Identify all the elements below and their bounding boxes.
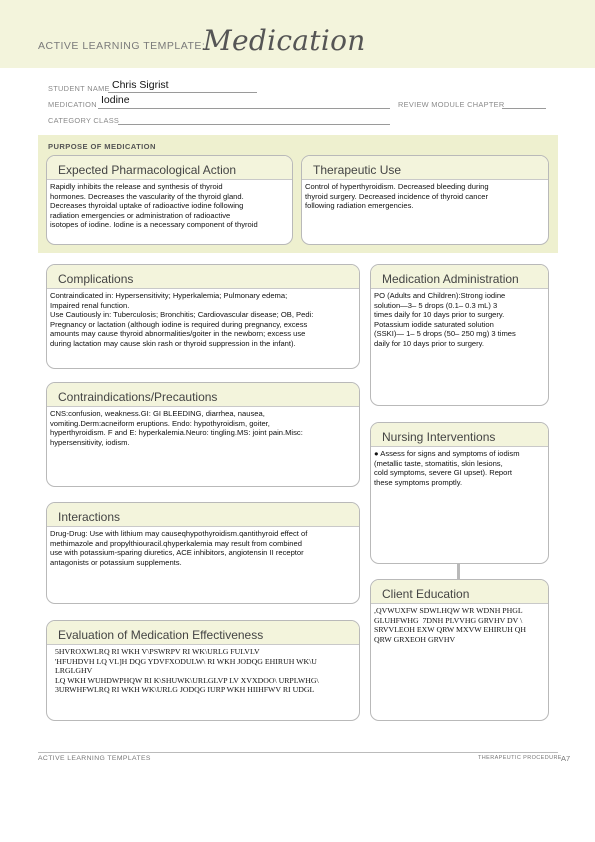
client-education-heading: Client Education — [371, 580, 548, 604]
expected-action-heading: Expected Pharmacological Action — [47, 156, 292, 180]
interactions-box[interactable] — [46, 502, 360, 604]
medication-administration-text: PO (Adults and Children):Strong iodine solution—3– 5 drops (0.1– 0.3 mL) 3 times daily for 10 days prior to surgery. Potassium iodide saturated solution (SSKI)— 1– 5 drops (50– 250 mg) 3 times daily for 10 days prior to surgery. — [374, 291, 516, 348]
medication-label: MEDICATION — [48, 100, 97, 109]
page-title: Medication — [203, 24, 366, 57]
nursing-interventions-text: ● Assess for signs and symptoms of iodism (metallic taste, stomatitis, skin lesions, cold symptoms, severe GI upset). Report these symptoms promptly. — [374, 449, 520, 487]
footer-right: THERAPEUTIC PROCEDURE — [478, 755, 562, 761]
review-module-line — [502, 108, 546, 109]
evaluation-box[interactable] — [46, 620, 360, 721]
therapeutic-use-box[interactable] — [301, 155, 549, 245]
medication-field[interactable]: Iodine — [101, 94, 130, 106]
client-education-box[interactable] — [370, 579, 549, 721]
contraindications-heading: Contraindications/Precautions — [47, 383, 359, 407]
therapeutic-use-text: Control of hyperthyroidism. Decreased bleeding during thyroid surgery. Decreased incidence of thyroid cancer following radiation emergencies. — [305, 182, 489, 210]
medication-administration-box[interactable] — [370, 264, 549, 406]
column-connector — [457, 564, 460, 579]
complications-text: Contraindicated in: Hypersensitivity; Hyperkalemia; Pulmonary edema; Impaired renal function. Use Cautiously in: Tuberculosis; Bronchitis; Cardiovascular disease; OB, Pedi: Pregnancy or lactation (although iodine is required during pregnancy, excess amounts may cause thyroid abnormalities/goiter in the newborn; excess use during lactation may cause skin rash or thyroid suppression in the infant). — [50, 291, 314, 348]
complications-box[interactable] — [46, 264, 360, 369]
medication-administration-heading: Medication Administration — [371, 265, 548, 289]
complications-heading: Complications — [47, 265, 359, 289]
student-name-label: STUDENT NAME — [48, 84, 110, 93]
medication-line — [98, 108, 390, 109]
evaluation-text: 5HVROXWLRQ RI WKH V\PSWRPV RI WK\URLG FULVLV 'HFUHDVH LQ VL]H DQG YDVFXODULW\ RI WKH JODQG EHIRUH WK\U LRGLGHV LQ WKH WUHDWPHQW RI K\SHUWK\URLGLVP LV XVXDOO\ URPLWHG\ 3URWHFWLRQ RI WKH WK\URLG JODQG IURP WKH HIIHFWV RI UDGL — [55, 647, 319, 694]
nursing-interventions-box[interactable] — [370, 422, 549, 564]
student-name-field[interactable]: Chris Sigrist — [112, 79, 169, 91]
purpose-title: PURPOSE OF MEDICATION — [48, 142, 156, 151]
expected-action-box[interactable] — [46, 155, 293, 245]
footer-divider — [38, 752, 558, 753]
footer-page-number: A7 — [561, 754, 571, 763]
evaluation-heading: Evaluation of Medication Effectiveness — [47, 621, 359, 645]
template-label: ACTIVE LEARNING TEMPLATE: — [38, 40, 206, 52]
expected-action-text: Rapidly inhibits the release and synthesis of thyroid hormones. Decreases the vascularity of the thyroid gland. Decreases thyroidal uptake of radioactive iodine following radiation emergencies or administration of radioactive isotopes of iodine. Iodine is a necessary component of thyroid — [50, 182, 258, 229]
category-class-label: CATEGORY CLASS — [48, 116, 120, 125]
student-name-line — [108, 92, 257, 93]
category-class-line — [118, 124, 390, 125]
contraindications-box[interactable] — [46, 382, 360, 487]
contraindications-text: CNS:confusion, weakness.GI: GI BLEEDING, diarrhea, nausea, vomiting.Derm:acneiform eruptions. Endo: hypothyroidism, goiter, hyperthyroidism. F and E: hyperkalemia.Neuro: tingling.MS: joint pain.Misc: hypersensitivity, iodism. — [50, 409, 303, 447]
review-module-label: REVIEW MODULE CHAPTER — [398, 100, 505, 109]
nursing-interventions-heading: Nursing Interventions — [371, 423, 548, 447]
therapeutic-use-heading: Therapeutic Use — [302, 156, 548, 180]
interactions-heading: Interactions — [47, 503, 359, 527]
client-education-text: ,QVWUXFW SDWLHQW WR WDNH PHGL GLUHFWHG 7DNH PLVVHG GRVHV DV \ SRVVLEOH EXW QRW MXVW EHIRUH QH QRW GRXEOH GRVHV — [374, 606, 527, 644]
interactions-text: Drug-Drug: Use with lithium may causeqhypothyroidism.qantithyroid effect of methimazole and propylthiouracil.qhyperkalemia may result from combined use with potassium-sparing diuretics, ACE inhibitors, angiotensin II receptor antagonists or potassium supplements. — [50, 529, 308, 567]
footer-left: ACTIVE LEARNING TEMPLATES — [38, 755, 151, 762]
